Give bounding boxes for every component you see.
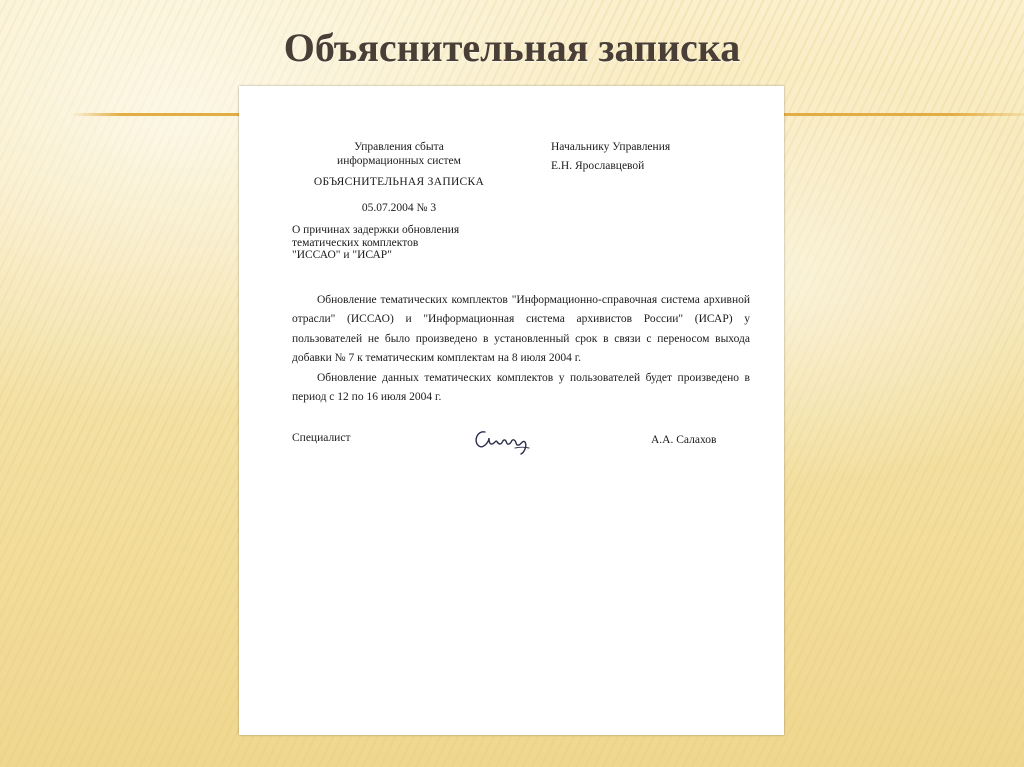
document-type: ОБЪЯСНИТЕЛЬНАЯ ЗАПИСКА: [313, 176, 485, 188]
addressee-line: Е.Н. Ярославцевой: [551, 160, 645, 172]
addressee-block: [551, 138, 771, 176]
sender-organization: [279, 140, 519, 168]
org-line: информационных систем: [337, 155, 461, 167]
accent-rule-left: [70, 113, 240, 116]
body-paragraph: Обновление данных тематических комплектов у пользователей будет произведено в период с 12 по 16 июля 2004 г.: [292, 371, 750, 404]
subject-line: "ИССАО" и "ИСАР": [292, 249, 392, 261]
slide-title: Объяснительная записка: [283, 25, 741, 70]
document-date-number: 05.07.2004 № 3: [361, 202, 437, 214]
subject-line: О причинах задержки обновления: [292, 224, 460, 236]
document-subject: [292, 224, 532, 262]
body-paragraph: Обновление тематических комплектов "Информационно-справочная система архивной отрасли" (ИССАО) и "Информационная система архивистов России" (ИСАР) у пользователей не было произведено в установленный срок в связи с переносом выхода добавки № 7 к тематическим комплектам на 8 июля 2004 г.: [292, 294, 750, 365]
signer-role: Специалист: [292, 432, 351, 444]
signer-name: А.А. Салахов: [651, 434, 717, 446]
document-page: [239, 86, 784, 735]
addressee-line: Начальнику Управления: [551, 141, 671, 153]
accent-rule-right: [784, 113, 1024, 116]
document-body: [292, 291, 750, 407]
subject-line: тематических комплектов: [292, 236, 419, 249]
org-line: Управления сбыта: [354, 141, 444, 153]
handwritten-signature-icon: [471, 422, 535, 458]
